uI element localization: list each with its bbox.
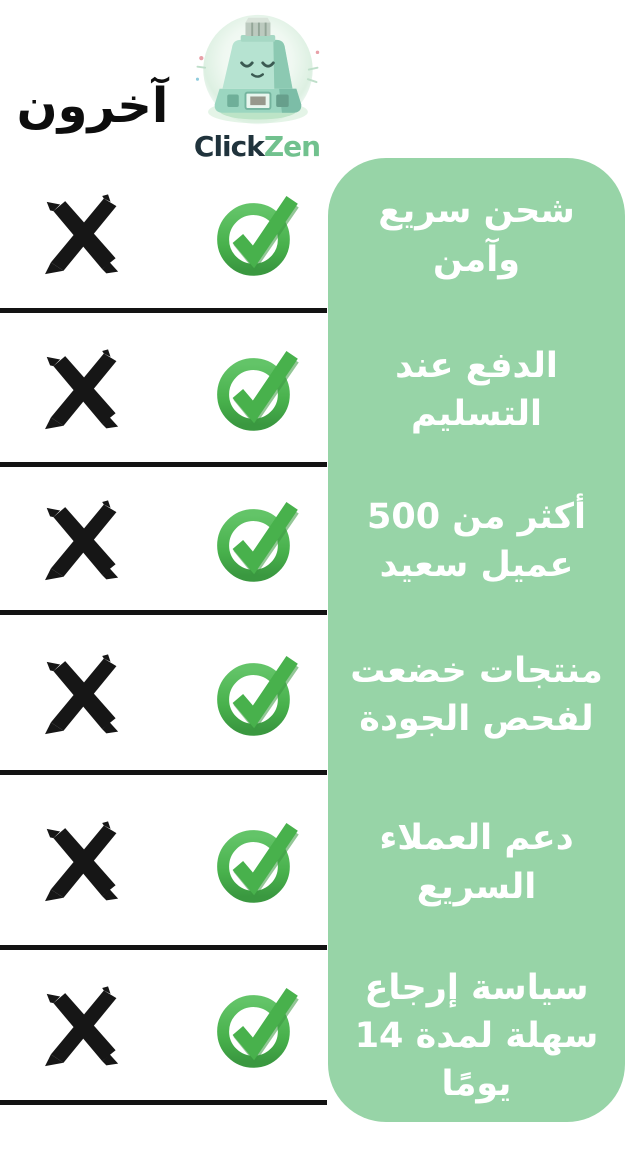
check-mark-icon bbox=[213, 979, 305, 1071]
x-mark-icon bbox=[40, 346, 124, 430]
feature-line: سياسة إرجاع bbox=[364, 967, 589, 1008]
x-mark-icon bbox=[40, 818, 124, 902]
check-mark-icon bbox=[213, 814, 305, 906]
comparison-row-1 bbox=[0, 158, 327, 313]
check-mark-icon bbox=[213, 342, 305, 434]
comparison-row-4 bbox=[0, 615, 327, 775]
feature-happy-customers bbox=[328, 467, 625, 615]
keyboard-switch-mascot-icon bbox=[178, 12, 336, 132]
feature-line: عميل سعيد bbox=[379, 545, 574, 585]
feature-cash-on-delivery bbox=[328, 313, 625, 467]
others-column-title: آخرون bbox=[16, 78, 169, 134]
feature-return-policy bbox=[328, 950, 625, 1122]
brand-wordmark-click: Click bbox=[193, 130, 264, 163]
features-panel bbox=[328, 158, 625, 1122]
feature-line: سهلة لمدة 14 bbox=[354, 1015, 599, 1056]
feature-line: منتجات خضعت bbox=[350, 650, 603, 691]
x-mark-icon bbox=[40, 983, 124, 1067]
feature-quality-checked bbox=[328, 615, 625, 775]
feature-line: الدفع عند bbox=[395, 345, 558, 386]
feature-line: أكثر من 500 bbox=[367, 496, 587, 537]
feature-line: شحن سريع bbox=[378, 191, 575, 232]
comparison-row-3 bbox=[0, 467, 327, 615]
comparison-row-6 bbox=[0, 950, 327, 1105]
check-mark-icon bbox=[213, 493, 305, 585]
feature-fast-shipping bbox=[328, 158, 625, 313]
feature-fast-support bbox=[328, 775, 625, 950]
brand-wordmark-zen: Zen bbox=[263, 130, 321, 163]
check-mark-icon bbox=[213, 647, 305, 739]
feature-line: التسليم bbox=[410, 394, 543, 434]
feature-line: السريع bbox=[416, 866, 537, 907]
comparison-row-5 bbox=[0, 775, 327, 950]
feature-line: وآمن bbox=[433, 239, 520, 280]
comparison-table bbox=[0, 158, 327, 1105]
check-mark-icon bbox=[213, 187, 305, 279]
feature-line: دعم العملاء bbox=[379, 818, 574, 859]
brand-logo bbox=[178, 12, 336, 163]
x-mark-icon bbox=[40, 651, 124, 735]
x-mark-icon bbox=[40, 497, 124, 581]
feature-line: يومًا bbox=[441, 1064, 512, 1105]
comparison-row-2 bbox=[0, 313, 327, 467]
x-mark-icon bbox=[40, 191, 124, 275]
feature-line: لفحص الجودة bbox=[359, 699, 594, 739]
